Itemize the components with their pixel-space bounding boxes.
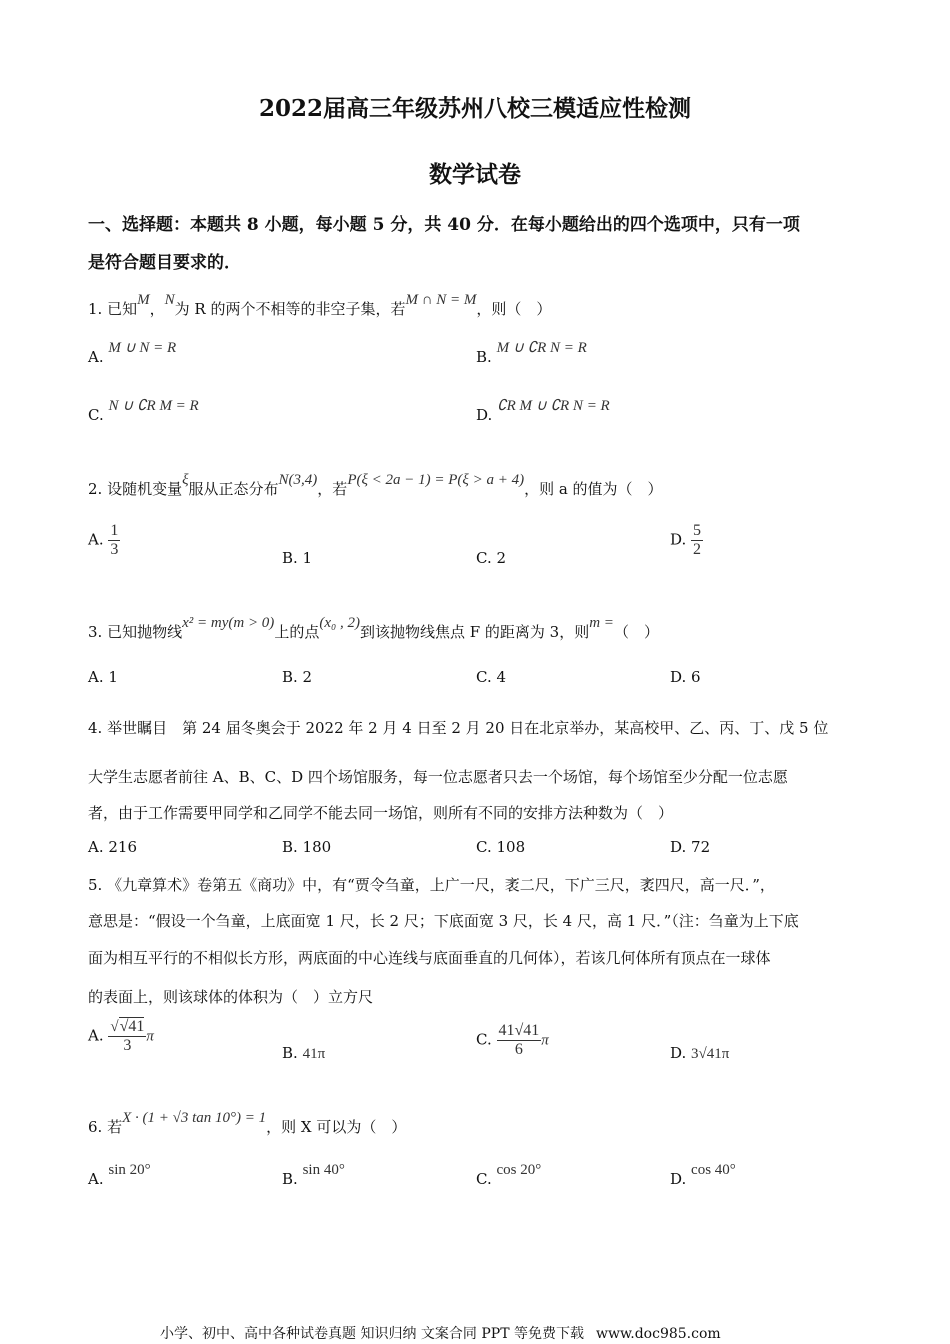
q1-option-a: A. M ∪ N = R: [88, 340, 177, 366]
q3-option-b: B. 2: [282, 668, 313, 686]
q4-option-d: D. 72: [670, 838, 711, 856]
question-5-line2: 意思是：“假设一个刍童，上底面宽 1 尺，长 2 尺；下底面宽 3 尺，长 4 尺，高 1 尺．”（注：刍童为上下底: [88, 912, 799, 930]
q1-option-d: D. ∁R M ∪ ∁R N = R: [476, 398, 610, 424]
q6-option-c: C. cos 20°: [476, 1162, 542, 1188]
q6-option-a: A. sin 20°: [88, 1162, 151, 1188]
q2-option-d: D. $\frac{5}{2}$: [670, 522, 702, 558]
question-5-line3: 面为相互平行的不相似长方形，两底面的中心连线与底面垂直的几何体），若该几何体所有顶点在一球体: [88, 949, 771, 967]
q2-option-c: C. 2: [476, 549, 507, 567]
q2-option-b: B. 1: [282, 549, 313, 567]
q2-option-a: A. $\frac{1}{3}$: [88, 522, 119, 558]
exam-title: 2022届高三年级苏州八校三模适应性检测: [258, 95, 691, 122]
q3-option-a: A. 1: [88, 668, 118, 686]
footer-text: 小学、初中、高中各种试卷真题 知识归纳 文案合同 PPT 等免费下载: [160, 1326, 584, 1342]
question-4-line1: 4. 举世瞩目 第 24 届冬奥会于 2022 年 2 月 4 日至 2 月 20 日在北京举办，某高校甲、乙、丙、丁、戊 5 位: [88, 719, 829, 737]
q5-option-d: D. 3√41π: [670, 1044, 730, 1062]
q4-option-b: B. 180: [282, 838, 332, 856]
q4-option-c: C. 108: [476, 838, 526, 856]
question-5-line1: 5. 《九章算术》卷第五《商功》中，有“贾令刍童，上广一尺，袤二尺，下广三尺，袤四尺，高一尺．”，: [88, 876, 775, 894]
question-5-line4: 的表面上，则该球体的体积为（ ）立方尺: [88, 988, 374, 1006]
q1-option-b: B. M ∪ ∁R N = R: [476, 340, 587, 366]
q5-option-c: C. $\frac{41√41}{6}$ π: [476, 1022, 549, 1058]
q4-option-a: A. 216: [88, 838, 137, 856]
question-4-line2: 大学生志愿者前往 A、B、C、D 四个场馆服务，每一位志愿者只去一个场馆，每个场馆至少分配一位志愿: [88, 768, 788, 786]
page-footer: [160, 1323, 721, 1343]
q6-option-b: B. sin 40°: [282, 1162, 345, 1188]
question-2: 2. 设随机变量ξ服从正态分布N(3,4)，若P(ξ < 2a − 1) = P(ξ > a + 4)，则 a 的值为（ ）: [88, 472, 663, 498]
question-4-line3: 者，由于工作需要甲同学和乙同学不能去同一场馆，则所有不同的安排方法种数为（ ）: [88, 804, 674, 822]
q1-option-c: C. N ∪ ∁R M = R: [88, 398, 199, 424]
question-6: 6. 若X · (1 + √3 tan 10°) = 1，则 X 可以为（ ）: [88, 1110, 407, 1136]
question-1: 1. 已知M，N为 R 的两个不相等的非空子集，若M ∩ N = M，则（ ）: [88, 292, 552, 318]
q3-option-d: D. 6: [670, 668, 701, 686]
exam-subtitle: 数学试卷: [429, 161, 521, 188]
question-3: 3. 已知抛物线x² = my(m > 0)上的点(x₀ , 2)到该抛物线焦点 F 的距离为 3，则m =（ ）: [88, 615, 659, 641]
section-heading-line2: 是符合题目要求的．: [88, 253, 241, 273]
section-heading-line1: 一、选择题：本题共 8 小题，每小题 5 分，共 40 分．在每小题给出的四个选项中，只有一项: [88, 215, 800, 235]
q5-option-a: A. $\frac{√√41}{3}$ π: [88, 1018, 154, 1054]
q3-option-c: C. 4: [476, 668, 507, 686]
q6-option-d: D. cos 40°: [670, 1162, 736, 1188]
footer-link[interactable]: www.doc985.com: [595, 1326, 721, 1342]
q5-option-b: B. 41π: [282, 1044, 326, 1062]
